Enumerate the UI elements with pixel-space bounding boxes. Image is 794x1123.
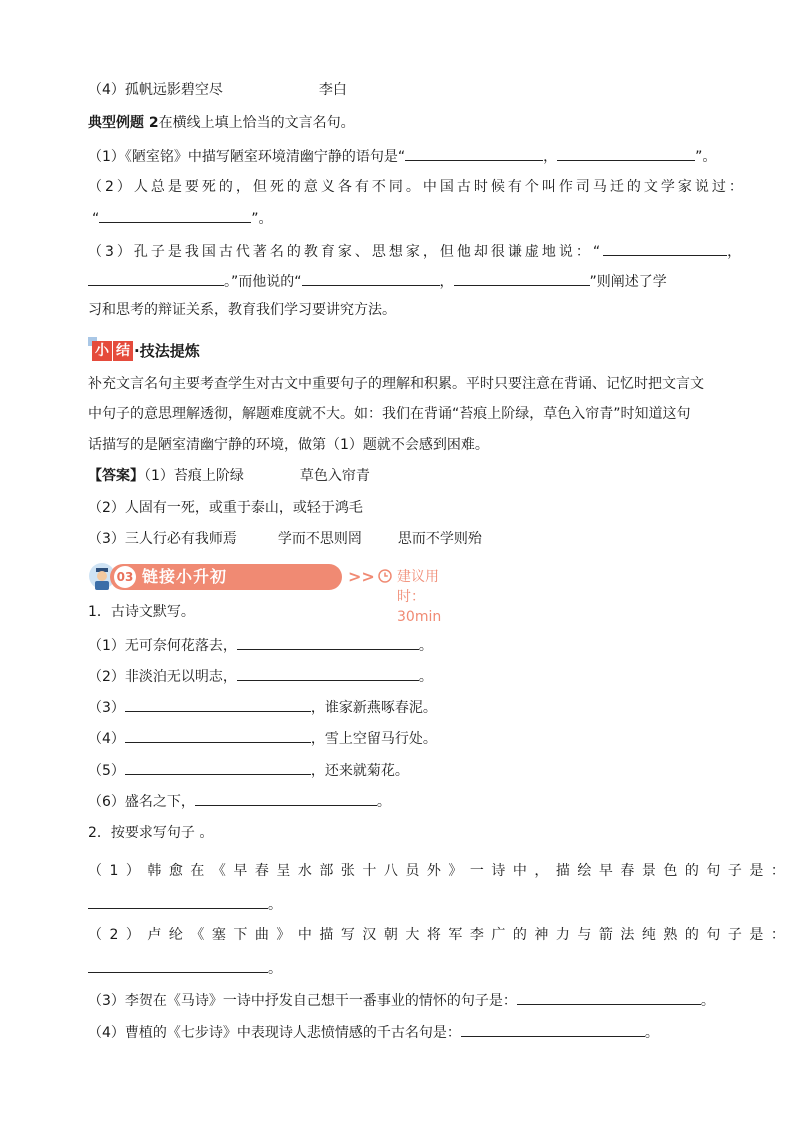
question-text: （1）《陋室铭》中描写陋室环境清幽宁静的语句是“ (88, 149, 406, 165)
exercise-2-heading (88, 823, 213, 843)
answer-blank[interactable] (125, 759, 311, 775)
summary-header (88, 337, 288, 363)
exercise-text: ，还来就菊花。 (310, 763, 409, 779)
summary-para-1 (88, 374, 704, 394)
suggested-time: 建议用时：30min (397, 569, 442, 625)
answer-blank[interactable] (88, 957, 268, 973)
poem-line-text: （4）孤帆远影碧空尽 (88, 82, 223, 98)
answer-blank[interactable] (454, 270, 590, 286)
punctuation: 。 (268, 961, 282, 977)
answer-blank[interactable] (405, 145, 543, 161)
answer-blank[interactable] (302, 270, 440, 286)
answer-blank[interactable] (195, 790, 377, 806)
summary-para-2 (88, 404, 691, 424)
punctuation: 。 (418, 669, 433, 685)
exercise-text: （5） (88, 763, 125, 779)
summary-title: ·技法提炼 (134, 342, 200, 360)
question-3-cont (88, 270, 667, 292)
example-heading (88, 113, 355, 133)
answer-blank[interactable] (237, 634, 419, 650)
answer-text: （3）三人行必有我师焉 (88, 531, 237, 547)
answer-line-3 (88, 529, 482, 549)
answer-line-1 (88, 466, 370, 486)
exercise-text: （4）曹植的《七步诗》中表现诗人悲愤情感的千古名句是： (88, 1025, 461, 1041)
double-arrow-icon: >> (348, 567, 375, 586)
question-text: （2）人总是要死的，但死的意义各有不同。中国古时候有个叫作司马迁的文学家说过： (88, 179, 746, 195)
punctuation: “ (92, 211, 100, 227)
summary-text: 中句子的意思理解透彻，解题难度就不大。如：我们在背诵“苔痕上阶绿，草色入帘青”时知道这句 (88, 406, 691, 422)
example-title: 典型例题 2 (88, 115, 159, 131)
exercise-2-item-1 (88, 861, 792, 881)
punctuation: 。 (376, 794, 391, 810)
answer-blank[interactable] (88, 893, 268, 909)
question-text: ”则阐述了学 (589, 274, 667, 290)
punctuation: ”。 (695, 149, 717, 165)
answer-blank[interactable] (557, 145, 695, 161)
poem-line-4 (88, 80, 347, 100)
clock-icon (378, 569, 392, 583)
section-title: 链接小升初 (142, 567, 228, 586)
exercise-text: （2）非淡泊无以明志， (88, 669, 237, 685)
answer-blank[interactable] (125, 727, 311, 743)
example-instruction: 在横线上填上恰当的文言名句。 (158, 115, 355, 131)
answer-label: 【答案】 (88, 468, 144, 484)
answer-blank[interactable] (603, 240, 727, 256)
question-2-answer (92, 207, 273, 229)
answer-line-2 (88, 498, 363, 518)
question-2 (88, 177, 746, 197)
exercise-1-item-4 (88, 727, 437, 749)
punctuation: ， (439, 274, 454, 290)
section-number: 03 (114, 566, 136, 588)
summary-tag: 小 (92, 341, 112, 361)
exercise-text: （4） (88, 731, 125, 747)
answer-blank[interactable] (125, 696, 311, 712)
answer-text: 思而不学则殆 (397, 531, 482, 547)
punctuation: 。 (700, 993, 715, 1009)
answer-blank[interactable] (88, 270, 224, 286)
exercise-1-item-3 (88, 696, 437, 718)
punctuation: ， (727, 244, 742, 260)
exercise-text: （6）盛名之下， (88, 794, 195, 810)
punctuation: 。 (268, 897, 282, 913)
question-3 (88, 240, 741, 262)
answer-text: （2）人固有一死，或重于泰山，或轻于鸿毛 (88, 500, 363, 516)
exercise-2-item-4 (88, 1021, 659, 1043)
answer-blank[interactable] (237, 665, 419, 681)
answer-text: 草色入帘青 (299, 468, 370, 484)
exercise-text: （2）卢纶《塞下曲》中描写汉朝大将军李广的神力与箭法纯熟的句子是： (88, 927, 793, 943)
punctuation: ”。 (251, 211, 273, 227)
exercise-text: （3）李贺在《马诗》一诗中抒发自己想干一番事业的情怀的句子是： (88, 993, 517, 1009)
punctuation: 。 (644, 1025, 659, 1041)
exercise-2-item-2-answer (88, 957, 282, 979)
exercise-text: （1）韩愈在《早春呈水部张十八员外》一诗中，描绘早春景色的句子是： (88, 863, 793, 879)
exercise-text: （1）无可奈何花落去， (88, 638, 237, 654)
exercise-2-item-2 (88, 925, 792, 945)
exercise-text: ，雪上空留马行处。 (310, 731, 437, 747)
question-text: （3）孔子是我国古代著名的教育家、思想家，但他却很谦虚地说：“ (88, 244, 604, 260)
question-3-end (88, 300, 396, 320)
exercise-1-heading (88, 602, 195, 622)
exercise-2-item-1-answer (88, 893, 282, 915)
exercise-1-item-2 (88, 665, 433, 687)
exercise-1-item-6 (88, 790, 391, 812)
answer-text: 学而不思则罔 (277, 531, 362, 547)
exercise-title: 2．按要求写句子 。 (88, 825, 214, 841)
question-text: 习和思考的辩证关系，教育我们学习要讲究方法。 (88, 302, 396, 318)
answer-blank[interactable] (461, 1021, 645, 1037)
exercise-text: （3） (88, 700, 125, 716)
summary-text: 话描写的是陋室清幽宁静的环境，做第（1）题就不会感到困难。 (88, 437, 489, 453)
question-1 (88, 145, 716, 167)
poem-author: 李白 (318, 82, 347, 98)
answer-text: （1）苔痕上阶绿 (144, 468, 244, 484)
summary-para-3 (88, 435, 489, 455)
question-text: 。”而他说的“ (224, 274, 302, 290)
answer-blank[interactable] (517, 989, 701, 1005)
exercise-1-item-5 (88, 759, 409, 781)
punctuation: 。 (418, 638, 433, 654)
summary-tag: 结 (113, 341, 133, 361)
answer-blank[interactable] (99, 207, 251, 223)
exercise-text: ，谁家新燕啄春泥。 (310, 700, 437, 716)
exercise-1-item-1 (88, 634, 433, 656)
exercise-title: 1．古诗文默写。 (88, 604, 195, 620)
punctuation: ， (543, 149, 558, 165)
exercise-2-item-3 (88, 989, 715, 1011)
summary-text: 补充文言名句主要考查学生对古文中重要句子的理解和积累。平时只要注意在背诵、记忆时把文言文 (88, 376, 704, 392)
